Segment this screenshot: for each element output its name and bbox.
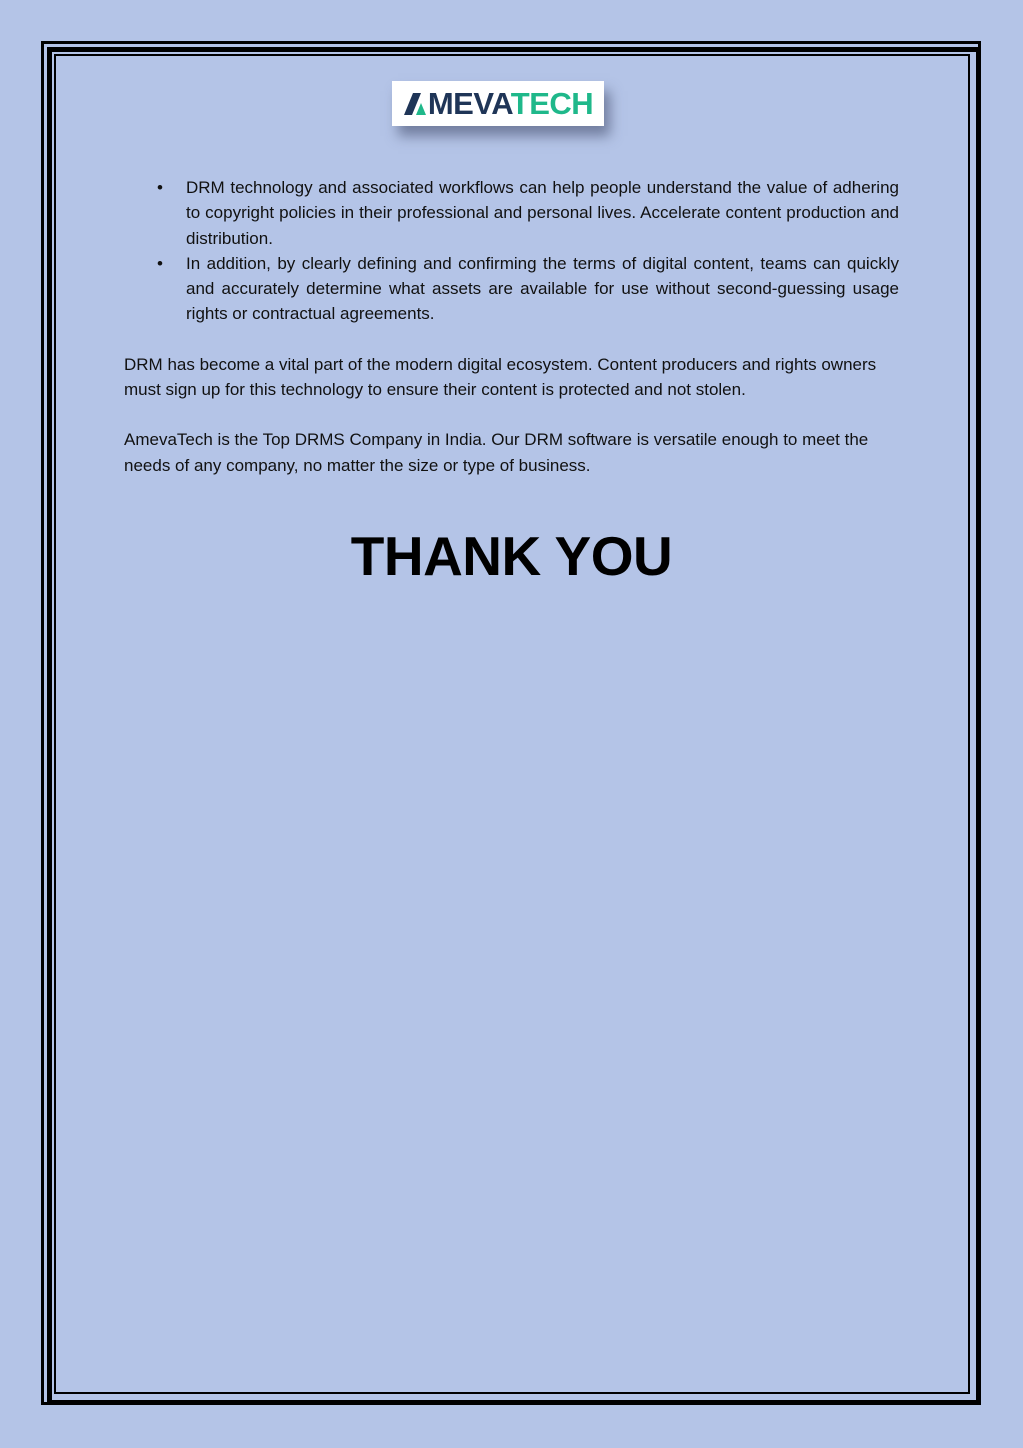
logo-a-icon bbox=[403, 92, 427, 116]
logo-text-tech: TECH bbox=[510, 86, 594, 121]
logo-text-meva: MEVA bbox=[427, 86, 511, 121]
bullet-dot-icon: • bbox=[157, 178, 163, 197]
bullet-item bbox=[124, 175, 899, 251]
paragraph-amevatech: AmevaTech is the Top DRMS Company in India. Our DRM software is versatile enough to meet the needs of any company, no matter the size or type of business. bbox=[124, 430, 869, 475]
bullet-list bbox=[124, 175, 899, 327]
logo-wordmark bbox=[428, 88, 593, 119]
paragraph-drm-ecosystem: DRM has become a vital part of the modern digital ecosystem. Content producers and rights owners must sign up for this technology to ensure their content is protected and not stolen. bbox=[124, 354, 877, 400]
thank-you-heading: THANK YOU bbox=[350, 525, 673, 587]
bullet-item bbox=[124, 251, 899, 327]
bullet-text: In addition, by clearly defining and confirming the terms of digital content, teams can quickly and accurately determine what assets are available for use without second-guessing usage rights or contractual agreements. bbox=[186, 253, 899, 324]
document-body bbox=[124, 175, 899, 478]
bullet-dot-icon: • bbox=[157, 253, 163, 273]
bullet-text: DRM technology and associated workflows can help people understand the value of adhering to copyright policies in their professional and personal lives. Accelerate content production and distribution. bbox=[186, 178, 899, 248]
amevatech-logo bbox=[392, 81, 604, 126]
